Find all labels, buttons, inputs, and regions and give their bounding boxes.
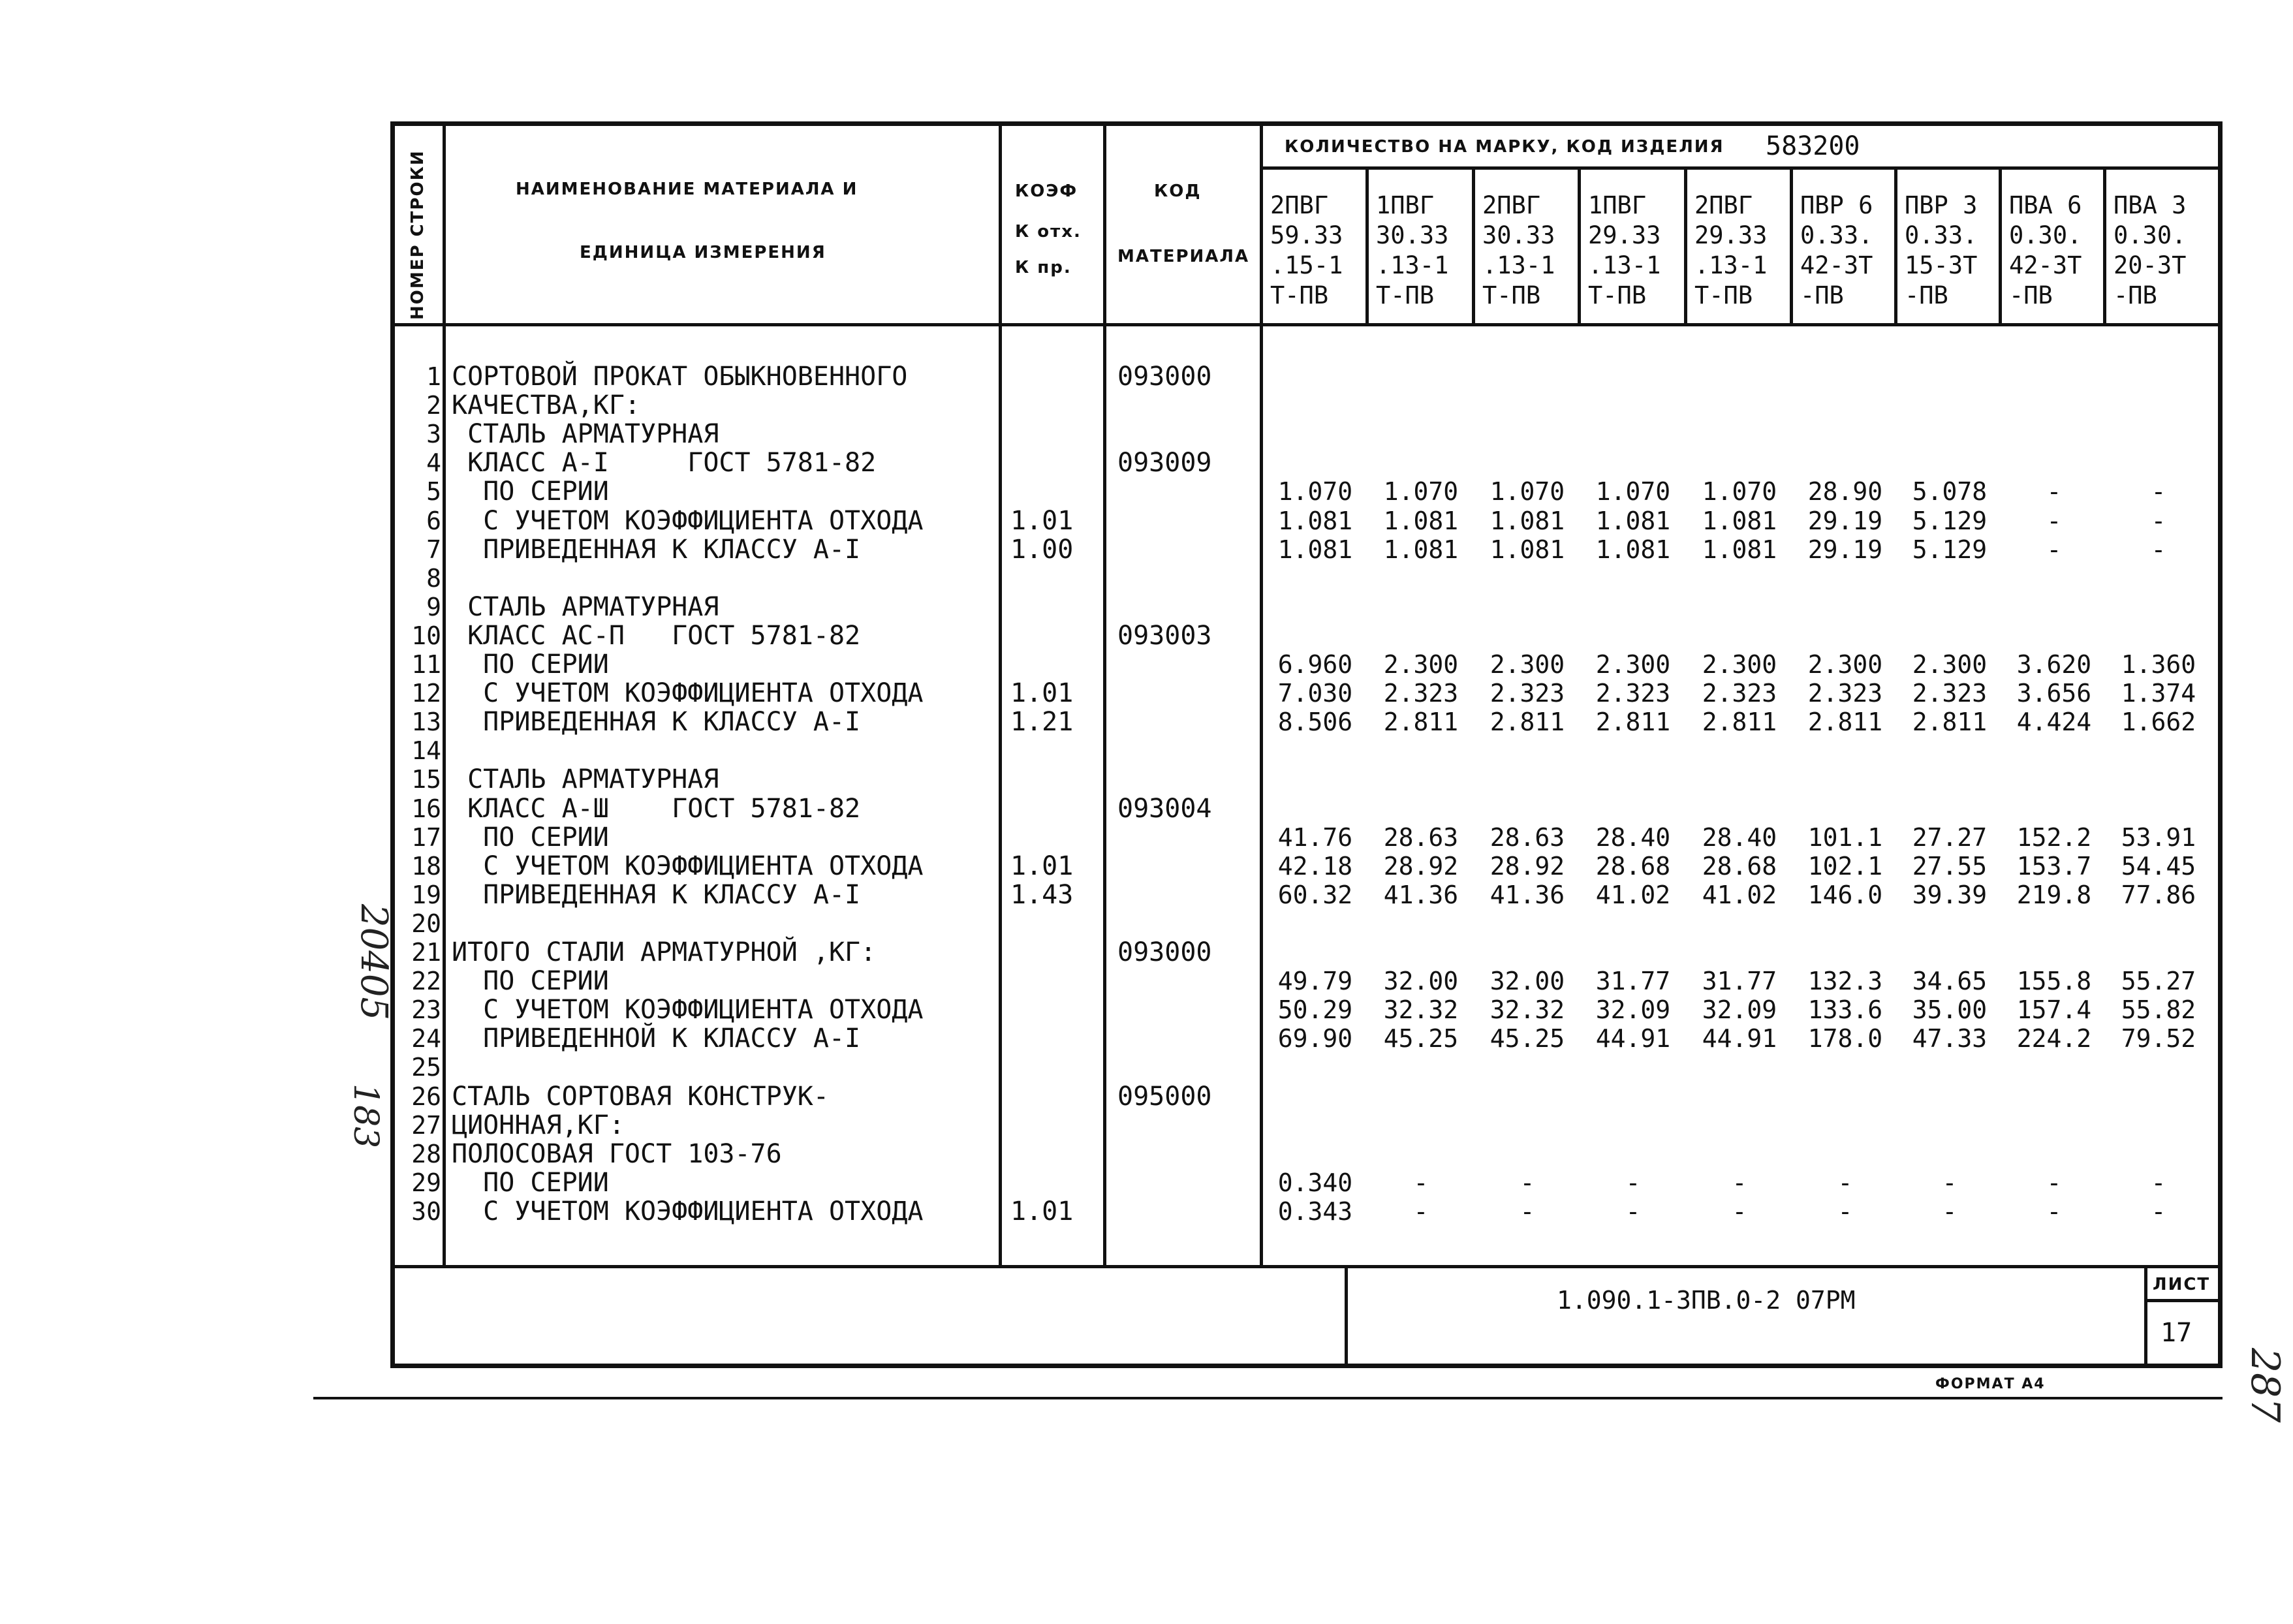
quantity-cell: 8.506	[1277, 708, 1353, 737]
material-name: СТАЛЬ АРМАТУРНАЯ	[452, 764, 719, 795]
quantity-cell: 32.00	[1383, 967, 1459, 996]
quantity-cell: 2.323	[1807, 679, 1883, 708]
mark-header: 2ПВГ 30.33 .13-1 Т-ПВ	[1482, 191, 1555, 309]
quantity-cell: 1.081	[1383, 506, 1459, 535]
mark-header: 1ПВГ 29.33 .13-1 Т-ПВ	[1588, 191, 1661, 309]
quantity-cell: -	[1837, 1168, 1853, 1197]
coefficient: 1.43	[1010, 879, 1074, 910]
quantity-cell: -	[1625, 1196, 1641, 1226]
quantity-cell: 69.90	[1277, 1024, 1353, 1054]
quantity-cell: 32.00	[1490, 967, 1565, 996]
material-name: С УЧЕТОМ КОЭФФИЦИЕНТА ОТХОДА	[452, 1196, 924, 1226]
row-number: 6	[426, 506, 441, 535]
divider	[1103, 123, 1106, 1265]
quantity-cell: 224.2	[2016, 1024, 2092, 1054]
quantity-cell: -	[2046, 506, 2062, 535]
quantity-cell: 1.081	[1490, 506, 1565, 535]
quantity-cell: 28.68	[1595, 851, 1671, 881]
quantity-cell: 101.1	[1807, 822, 1883, 852]
quantity-cell: 47.33	[1912, 1024, 1988, 1054]
material-code: 095000	[1117, 1081, 1212, 1112]
row-number: 30	[411, 1196, 441, 1226]
quantity-cell: 39.39	[1912, 880, 1988, 909]
quantity-cell: 28.63	[1383, 822, 1459, 852]
quantity-cell: 5.078	[1912, 477, 1988, 507]
divider	[1365, 168, 1369, 325]
quantity-cell: 32.09	[1595, 995, 1671, 1025]
material-name: СТАЛЬ АРМАТУРНАЯ	[452, 419, 719, 450]
material-name: ПО СЕРИИ	[452, 649, 609, 679]
quantity-cell: 6.960	[1277, 650, 1353, 679]
quantity-cell: 55.82	[2121, 995, 2196, 1025]
quantity-cell: 29.19	[1807, 535, 1883, 564]
quantity-cell: 3.656	[2016, 679, 2092, 708]
quantity-cell: 2.811	[1807, 708, 1883, 737]
quantity-cell: 1.662	[2121, 708, 2196, 737]
quantity-cell: -	[1942, 1168, 1958, 1197]
quantity-cell: 133.6	[1807, 995, 1883, 1025]
mark-header: ПВР 6 0.33. 42-3Т -ПВ	[1800, 191, 1873, 309]
quantity-cell: -	[2151, 535, 2166, 564]
quantity-cell: 28.90	[1807, 477, 1883, 507]
quantity-cell: 0.343	[1277, 1196, 1353, 1226]
quantity-cell: 79.52	[2121, 1024, 2196, 1054]
quantity-cell: 41.36	[1490, 880, 1565, 909]
row-number: 19	[411, 880, 441, 909]
material-name: ПРИВЕДЕННОЙ К КЛАССУ А-I	[452, 1023, 861, 1054]
quantity-cell: 54.45	[2121, 851, 2196, 881]
row-number: 4	[426, 448, 441, 478]
quantity-cell: 1.081	[1702, 535, 1777, 564]
quantity-cell: 1.081	[1595, 535, 1671, 564]
row-number: 9	[426, 592, 441, 621]
product-code: 583200	[1766, 131, 1860, 161]
material-name: ПО СЕРИИ	[452, 822, 609, 852]
material-name: ПО СЕРИИ	[452, 476, 609, 507]
row-number: 18	[411, 851, 441, 881]
quantity-cell: 157.4	[2016, 995, 2092, 1025]
quantity-cell: 2.323	[1383, 679, 1459, 708]
quantity-cell: -	[2151, 477, 2166, 507]
quantity-cell: -	[1520, 1196, 1535, 1226]
quantity-cell: 2.811	[1595, 708, 1671, 737]
row-number: 29	[411, 1168, 441, 1197]
row-number: 16	[411, 794, 441, 823]
quantity-cell: 41.02	[1702, 880, 1777, 909]
quantity-cell: 2.300	[1807, 650, 1883, 679]
quantity-cell: -	[1942, 1196, 1958, 1226]
material-name: С УЧЕТОМ КОЭФФИЦИЕНТА ОТХОДА	[452, 678, 924, 709]
quantity-cell: 27.55	[1912, 851, 1988, 881]
coef-header: КОЭФ	[1015, 181, 1078, 201]
row-number: 8	[426, 563, 441, 593]
quantity-cell: 55.27	[2121, 967, 2196, 996]
quantity-cell: 49.79	[1277, 967, 1353, 996]
quantity-cell: 2.300	[1490, 650, 1565, 679]
quantity-cell: 27.27	[1912, 822, 1988, 852]
margin-note-right: 287	[2242, 1348, 2288, 1423]
quantity-cell: 2.811	[1490, 708, 1565, 737]
coefficient: 1.21	[1010, 707, 1074, 738]
quantity-cell: 2.323	[1595, 679, 1671, 708]
quantity-cell: 146.0	[1807, 880, 1883, 909]
quantity-cell: 41.02	[1595, 880, 1671, 909]
material-name: ПРИВЕДЕННАЯ К КЛАССУ А-I	[452, 707, 861, 738]
row-number: 26	[411, 1082, 441, 1111]
quantity-cell: 1.081	[1277, 506, 1353, 535]
sheet-label: ЛИСТ	[2153, 1275, 2211, 1294]
row-number: 5	[426, 477, 441, 507]
document-code: 1.090.1-3ПВ.0-2 07РМ	[1557, 1286, 1856, 1315]
quantity-cell: 0.340	[1277, 1168, 1353, 1197]
coef-reduced-header: К пр.	[1015, 258, 1072, 277]
quantity-cell: 34.65	[1912, 967, 1988, 996]
quantity-cell: 3.620	[2016, 650, 2092, 679]
quantity-cell: 41.76	[1277, 822, 1353, 852]
divider	[1790, 168, 1793, 325]
row-number: 10	[411, 621, 441, 650]
material-name: С УЧЕТОМ КОЭФФИЦИЕНТА ОТХОДА	[452, 995, 924, 1025]
quantity-cell: 7.030	[1277, 679, 1353, 708]
quantity-cell: 32.32	[1490, 995, 1565, 1025]
quantity-cell: 28.92	[1490, 851, 1565, 881]
quantity-cell: -	[1732, 1196, 1747, 1226]
quantity-cell: -	[1520, 1168, 1535, 1197]
divider	[392, 323, 2219, 326]
divider	[2103, 168, 2106, 325]
quantity-cell: 219.8	[2016, 880, 2092, 909]
quantity-cell: 1.374	[2121, 679, 2196, 708]
divider	[2144, 1265, 2147, 1368]
row-number: 27	[411, 1110, 441, 1140]
divider	[1345, 1265, 1348, 1368]
quantity-cell: 77.86	[2121, 880, 2196, 909]
quantity-cell: 60.32	[1277, 880, 1353, 909]
quantity-cell: 35.00	[1912, 995, 1988, 1025]
mark-header: ПВА 3 0.30. 20-3Т -ПВ	[2114, 191, 2187, 309]
material-name: ЦИОННАЯ,КГ:	[452, 1110, 625, 1140]
material-name-header: НАИМЕНОВАНИЕ МАТЕРИАЛА И	[516, 180, 858, 199]
material-name: ИТОГО СТАЛИ АРМАТУРНОЙ ,КГ:	[452, 937, 877, 967]
quantity-cell: 102.1	[1807, 851, 1883, 881]
divider	[999, 123, 1002, 1265]
row-number: 3	[426, 420, 441, 449]
quantity-cell: 45.25	[1490, 1024, 1565, 1054]
material-name: ПРИВЕДЕННАЯ К КЛАССУ А-I	[452, 879, 861, 910]
divider	[1684, 168, 1687, 325]
quantity-cell: 1.360	[2121, 650, 2196, 679]
quantity-cell: 2.323	[1702, 679, 1777, 708]
quantity-cell: 1.081	[1702, 506, 1777, 535]
material-name: С УЧЕТОМ КОЭФФИЦИЕНТА ОТХОДА	[452, 851, 924, 881]
quantity-cell: 1.070	[1702, 477, 1777, 507]
material-name: КЛАСС А-I ГОСТ 5781-82	[452, 448, 877, 478]
quantity-cell: 155.8	[2016, 967, 2092, 996]
coefficient: 1.01	[1010, 851, 1074, 881]
row-number: 25	[411, 1053, 441, 1082]
row-number-header: НОМЕР СТРОКИ	[408, 149, 428, 320]
row-number: 2	[426, 391, 441, 420]
mark-header: 2ПВГ 59.33 .15-1 Т-ПВ	[1270, 191, 1343, 309]
quantity-cell: 1.070	[1490, 477, 1565, 507]
quantity-cell: -	[1837, 1196, 1853, 1226]
row-number: 1	[426, 362, 441, 391]
quantity-cell: 1.081	[1595, 506, 1671, 535]
quantity-cell: -	[2151, 1196, 2166, 1226]
material-name: КАЧЕСТВА,КГ:	[452, 390, 640, 421]
material-code: 093009	[1117, 448, 1212, 478]
material-name: ПОЛОСОВАЯ ГОСТ 103-76	[452, 1138, 782, 1169]
code-material-header: МАТЕРИАЛА	[1117, 247, 1250, 266]
quantity-cell: 2.300	[1912, 650, 1988, 679]
quantity-cell: 178.0	[1807, 1024, 1883, 1054]
quantity-cell: -	[2151, 506, 2166, 535]
mark-header: 2ПВГ 29.33 .13-1 Т-ПВ	[1694, 191, 1768, 309]
material-code: 093004	[1117, 793, 1212, 824]
material-unit-header: ЕДИНИЦА ИЗМЕРЕНИЯ	[580, 243, 826, 262]
quantity-cell: 53.91	[2121, 822, 2196, 852]
row-number: 22	[411, 967, 441, 996]
material-name: ПО СЕРИИ	[452, 1167, 609, 1198]
margin-note-left: 20405	[352, 904, 395, 1021]
quantity-cell: 2.323	[1912, 679, 1988, 708]
quantity-cell: 50.29	[1277, 995, 1353, 1025]
row-number: 23	[411, 995, 441, 1025]
material-name: С УЧЕТОМ КОЭФФИЦИЕНТА ОТХОДА	[452, 505, 924, 536]
row-number: 14	[411, 736, 441, 766]
quantity-cell: 41.36	[1383, 880, 1459, 909]
quantity-cell: 28.92	[1383, 851, 1459, 881]
row-number: 12	[411, 679, 441, 708]
quantity-cell: 152.2	[2016, 822, 2092, 852]
material-code: 093000	[1117, 937, 1212, 967]
quantity-cell: 42.18	[1277, 851, 1353, 881]
divider	[1894, 168, 1897, 325]
quantity-cell: 1.081	[1490, 535, 1565, 564]
row-number: 17	[411, 822, 441, 852]
row-number: 21	[411, 938, 441, 967]
mark-header: ПВР 3 0.33. 15-3Т -ПВ	[1905, 191, 1978, 309]
quantity-cell: 2.300	[1702, 650, 1777, 679]
quantity-cell: 153.7	[2016, 851, 2092, 881]
coef-waste-header: К отх.	[1015, 222, 1082, 242]
quantity-cell: -	[1732, 1168, 1747, 1197]
divider	[1578, 168, 1581, 325]
coefficient: 1.01	[1010, 678, 1074, 709]
material-name: КЛАСС АС-П ГОСТ 5781-82	[452, 620, 861, 651]
quantity-cell: 32.09	[1702, 995, 1777, 1025]
quantity-cell: -	[2046, 535, 2062, 564]
material-name: ПРИВЕДЕННАЯ К КЛАССУ А-I	[452, 534, 861, 565]
mark-header: ПВА 6 0.30. 42-3Т -ПВ	[2009, 191, 2082, 309]
row-number: 11	[411, 650, 441, 679]
material-code: 093003	[1117, 620, 1212, 651]
quantity-cell: 28.40	[1595, 822, 1671, 852]
divider	[443, 123, 446, 1265]
material-name: СТАЛЬ АРМАТУРНАЯ	[452, 591, 719, 622]
margin-note-left-small: 183	[346, 1084, 385, 1149]
quantity-cell: 31.77	[1595, 967, 1671, 996]
coefficient: 1.01	[1010, 505, 1074, 536]
divider	[1999, 168, 2002, 325]
quantity-cell: 1.081	[1383, 535, 1459, 564]
material-code: 093000	[1117, 362, 1212, 392]
quantity-cell: 2.811	[1383, 708, 1459, 737]
quantity-header: КОЛИЧЕСТВО НА МАРКУ, КОД ИЗДЕЛИЯ	[1285, 137, 1724, 157]
row-number: 24	[411, 1024, 441, 1054]
quantity-cell: -	[1413, 1196, 1429, 1226]
quantity-cell: 44.91	[1595, 1024, 1671, 1054]
quantity-cell: 4.424	[2016, 708, 2092, 737]
quantity-cell: 1.081	[1277, 535, 1353, 564]
quantity-cell: -	[2151, 1168, 2166, 1197]
quantity-cell: 45.25	[1383, 1024, 1459, 1054]
quantity-cell: 1.070	[1595, 477, 1671, 507]
divider	[2144, 1299, 2221, 1302]
quantity-cell: 5.129	[1912, 535, 1988, 564]
quantity-cell: 2.300	[1595, 650, 1671, 679]
quantity-cell: -	[2046, 1168, 2062, 1197]
quantity-cell: 29.19	[1807, 506, 1883, 535]
coefficient: 1.00	[1010, 534, 1074, 565]
quantity-cell: 2.811	[1912, 708, 1988, 737]
quantity-cell: 28.68	[1702, 851, 1777, 881]
quantity-cell: -	[2046, 477, 2062, 507]
quantity-cell: 1.070	[1277, 477, 1353, 507]
quantity-cell: 32.32	[1383, 995, 1459, 1025]
quantity-cell: 2.323	[1490, 679, 1565, 708]
material-name: КЛАСС А-Ш ГОСТ 5781-82	[452, 793, 861, 824]
quantity-cell: 31.77	[1702, 967, 1777, 996]
divider	[313, 1397, 2223, 1399]
material-name: СТАЛЬ СОРТОВАЯ КОНСТРУК-	[452, 1081, 829, 1112]
sheet-number: 17	[2160, 1318, 2192, 1348]
divider	[1260, 166, 2219, 170]
row-number: 7	[426, 535, 441, 564]
format-label: ФОРМАТ А4	[1935, 1376, 2046, 1392]
material-name: ПО СЕРИИ	[452, 966, 609, 997]
divider	[1472, 168, 1475, 325]
row-number: 15	[411, 765, 441, 794]
row-number: 20	[411, 909, 441, 938]
quantity-cell: 28.63	[1490, 822, 1565, 852]
quantity-cell: 44.91	[1702, 1024, 1777, 1054]
divider	[392, 1265, 2219, 1268]
quantity-cell: -	[1625, 1168, 1641, 1197]
quantity-cell: 5.129	[1912, 506, 1988, 535]
quantity-cell: -	[1413, 1168, 1429, 1197]
quantity-cell: -	[2046, 1196, 2062, 1226]
coefficient: 1.01	[1010, 1196, 1074, 1226]
code-header: КОД	[1154, 181, 1202, 201]
quantity-cell: 1.070	[1383, 477, 1459, 507]
row-number: 28	[411, 1139, 441, 1168]
material-name: СОРТОВОЙ ПРОКАТ ОБЫКНОВЕННОГО	[452, 362, 908, 392]
row-number: 13	[411, 708, 441, 737]
mark-header: 1ПВГ 30.33 .13-1 Т-ПВ	[1376, 191, 1449, 309]
quantity-cell: 28.40	[1702, 822, 1777, 852]
quantity-cell: 132.3	[1807, 967, 1883, 996]
quantity-cell: 2.811	[1702, 708, 1777, 737]
quantity-cell: 2.300	[1383, 650, 1459, 679]
